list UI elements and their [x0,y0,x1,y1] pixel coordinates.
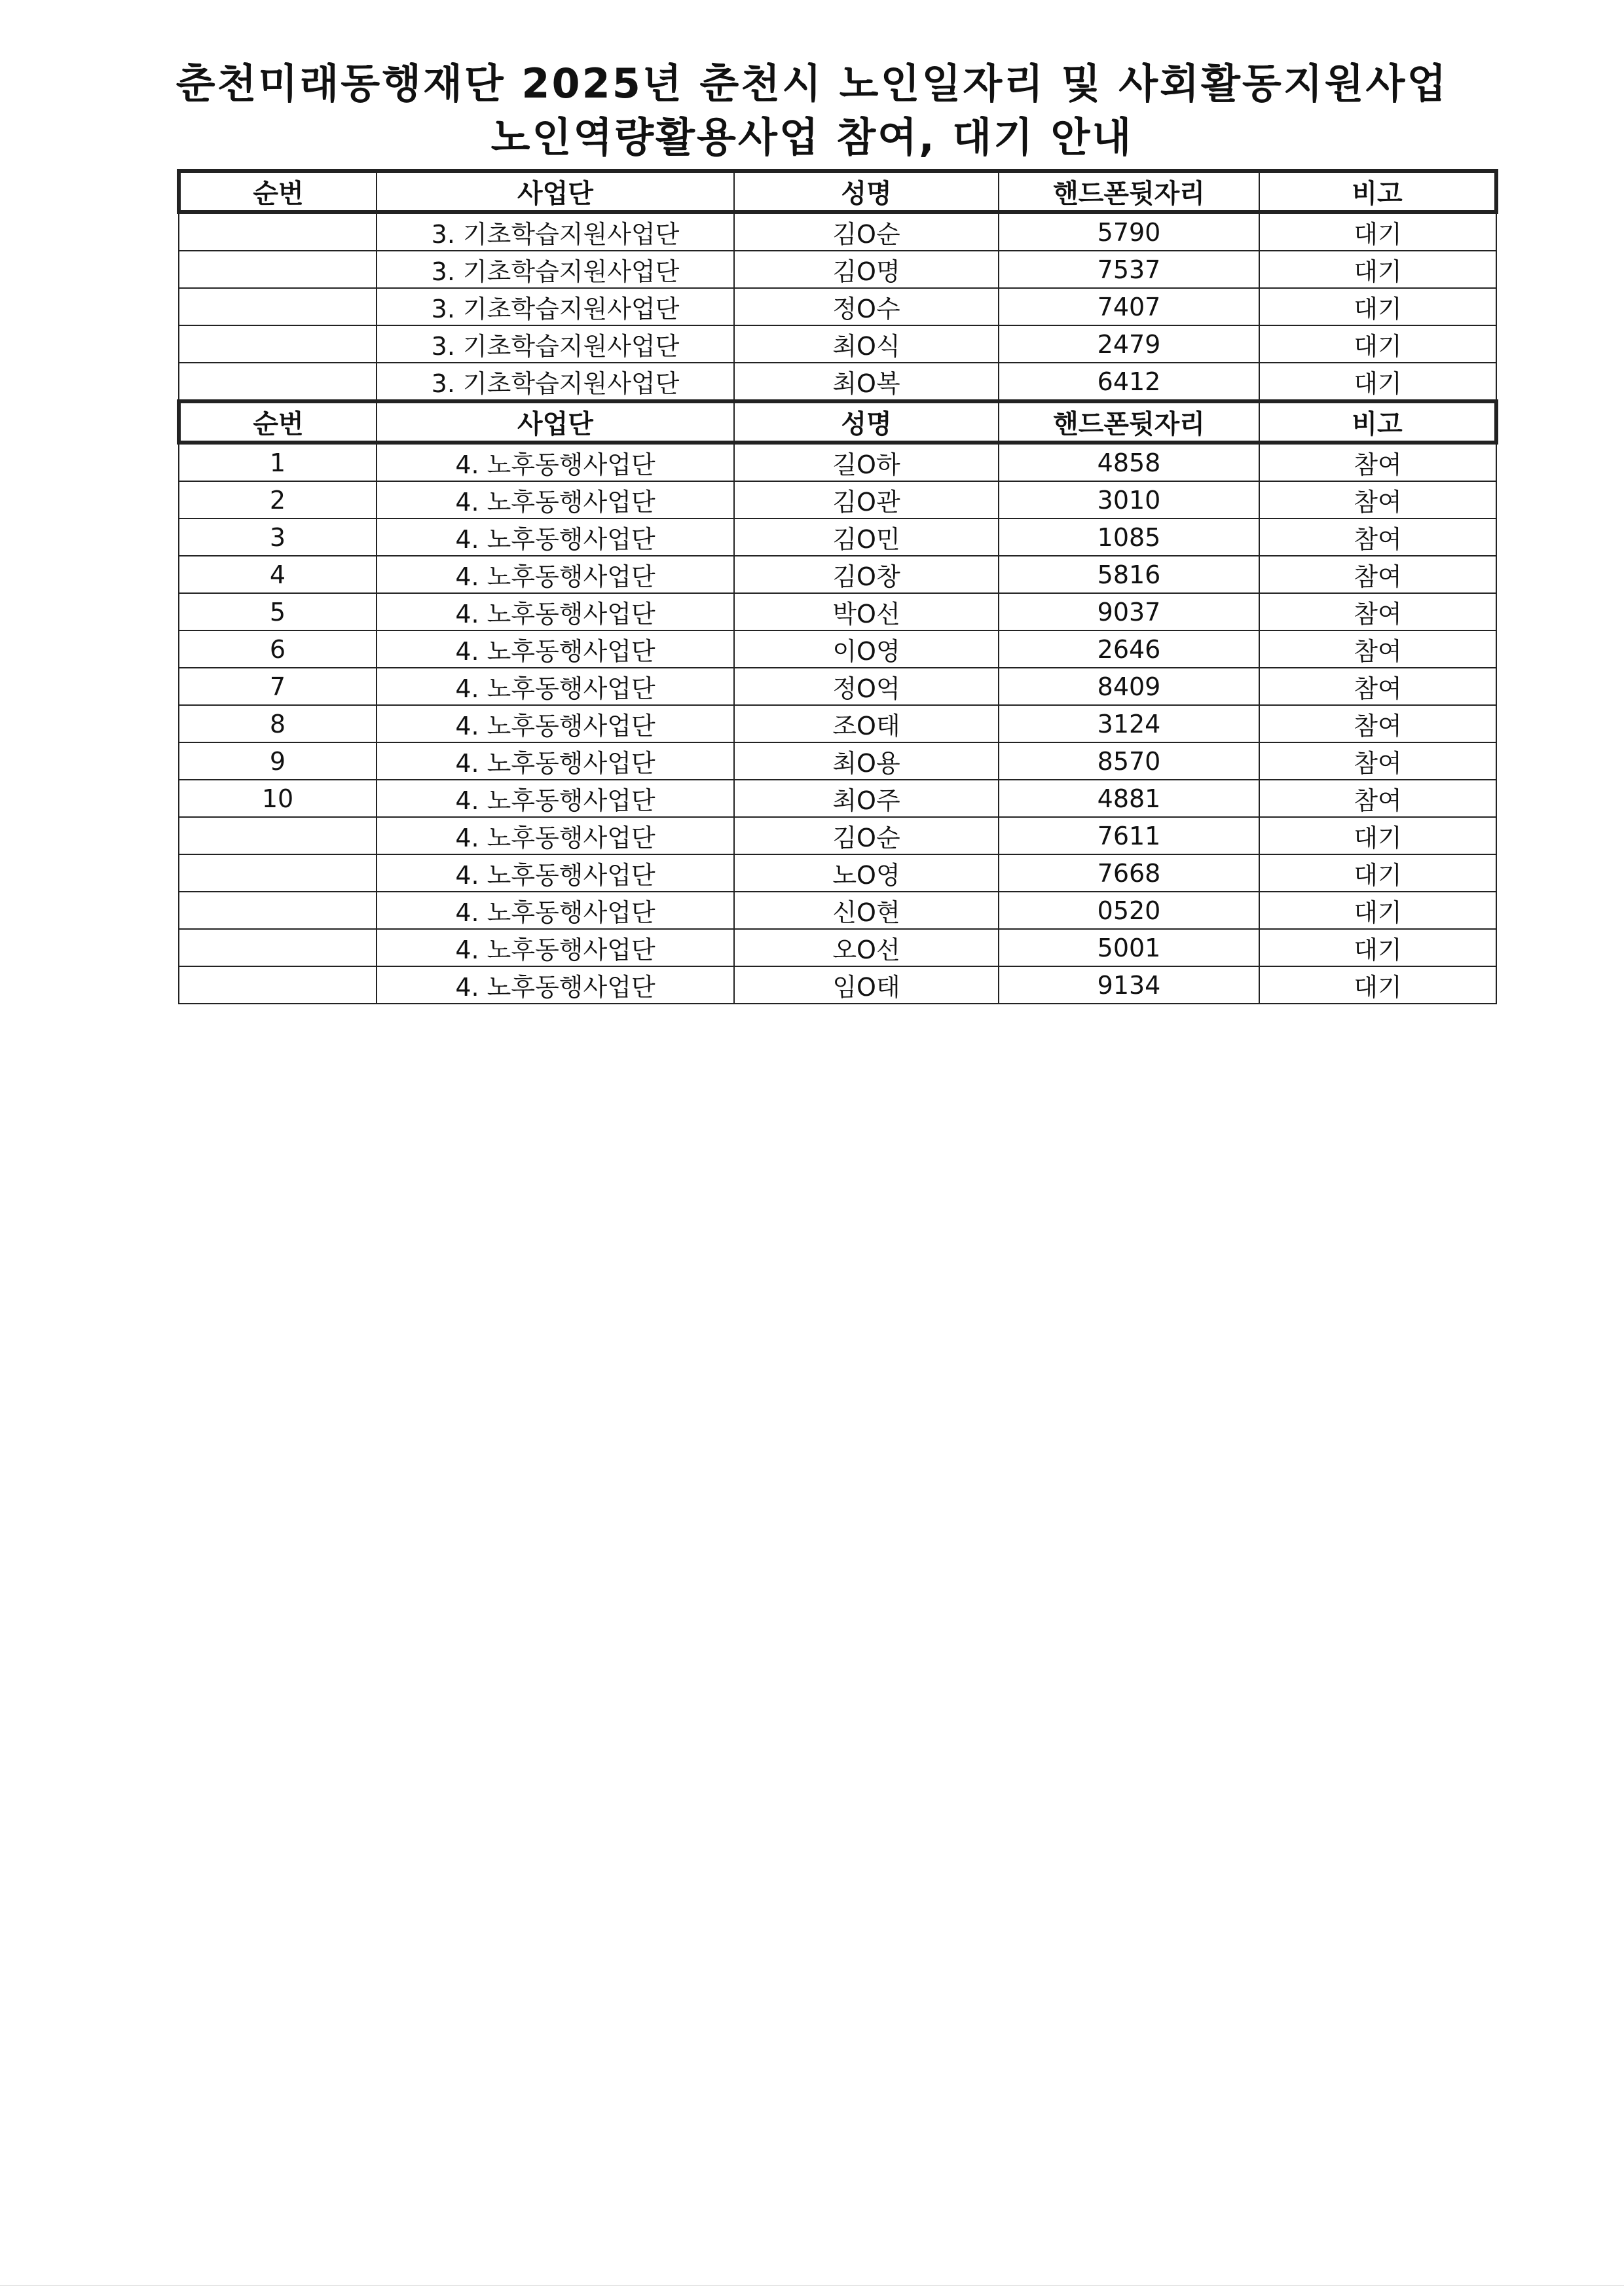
header-phone: 핸드폰뒷자리 [999,171,1259,212]
cell-phone: 4858 [999,443,1259,481]
cell-note: 대기 [1259,817,1496,854]
cell-phone: 5001 [999,929,1259,966]
header-name: 성명 [734,401,999,443]
cell-number [179,325,377,363]
cell-name: 최O식 [734,325,999,363]
cell-name: 정O억 [734,668,999,705]
cell-team: 4. 노후동행사업단 [377,742,734,780]
cell-name: 길O하 [734,443,999,481]
cell-phone: 3010 [999,481,1259,519]
cell-team: 4. 노후동행사업단 [377,556,734,593]
cell-note: 참여 [1259,593,1496,630]
cell-team: 4. 노후동행사업단 [377,929,734,966]
cell-phone: 9134 [999,966,1259,1004]
cell-team: 3. 기초학습지원사업단 [377,363,734,400]
table-row [179,556,1496,593]
cell-note: 대기 [1259,929,1496,966]
cell-team: 4. 노후동행사업단 [377,481,734,519]
cell-number: 8 [179,705,377,742]
table-row [179,742,1496,780]
cell-name: 김O관 [734,481,999,519]
cell-number: 1 [179,443,377,481]
table-row [179,363,1496,400]
cell-name: 신O현 [734,892,999,929]
table-row [179,251,1496,288]
document-subtitle: 노인역량활용사업 참여, 대기 안내 [490,113,1134,161]
table-row [179,668,1496,705]
cell-number: 3 [179,519,377,556]
header-note: 비고 [1259,171,1496,212]
cell-name: 정O수 [734,288,999,325]
cell-team: 3. 기초학습지원사업단 [377,251,734,288]
table-row [179,929,1496,966]
table-row [179,519,1496,556]
cell-note: 참여 [1259,780,1496,817]
cell-team: 4. 노후동행사업단 [377,668,734,705]
cell-number [179,363,377,400]
cell-team: 4. 노후동행사업단 [377,892,734,929]
cell-team: 4. 노후동행사업단 [377,519,734,556]
cell-phone: 8409 [999,668,1259,705]
cell-note: 대기 [1259,854,1496,892]
cell-phone: 7537 [999,251,1259,288]
table-row [179,780,1496,817]
table-row [179,854,1496,892]
table-row [179,630,1496,668]
cell-team: 4. 노후동행사업단 [377,854,734,892]
table-row [179,212,1496,251]
cell-name: 노O영 [734,854,999,892]
cell-note: 참여 [1259,481,1496,519]
cell-phone: 2646 [999,630,1259,668]
cell-number: 4 [179,556,377,593]
header-note: 비고 [1259,401,1496,443]
roster-table-learning-support [177,169,1498,401]
cell-team: 4. 노후동행사업단 [377,966,734,1004]
cell-name: 김O명 [734,251,999,288]
cell-number: 9 [179,742,377,780]
cell-number: 7 [179,668,377,705]
cell-note: 참여 [1259,668,1496,705]
table-row [179,705,1496,742]
cell-note: 참여 [1259,742,1496,780]
table-row [179,966,1496,1004]
cell-team: 3. 기초학습지원사업단 [377,212,734,251]
cell-phone: 3124 [999,705,1259,742]
header-team: 사업단 [377,171,734,212]
cell-name: 최O용 [734,742,999,780]
cell-number: 6 [179,630,377,668]
cell-note: 대기 [1259,288,1496,325]
cell-name: 김O순 [734,817,999,854]
cell-team: 4. 노후동행사업단 [377,705,734,742]
table-row [179,892,1496,929]
header-number: 순번 [179,171,377,212]
table-row [179,288,1496,325]
header-number: 순번 [179,401,377,443]
cell-phone: 1085 [999,519,1259,556]
cell-name: 김O순 [734,212,999,251]
document-title: 춘천미래동행재단 2025년 춘천시 노인일자리 및 사회활동지원사업 [175,60,1449,107]
cell-team: 4. 노후동행사업단 [377,630,734,668]
cell-number [179,288,377,325]
cell-note: 대기 [1259,966,1496,1004]
table-row [179,325,1496,363]
cell-phone: 7611 [999,817,1259,854]
cell-number: 2 [179,481,377,519]
cell-note: 참여 [1259,630,1496,668]
roster-table-aging-companion [177,399,1498,1004]
cell-name: 최O주 [734,780,999,817]
cell-note: 대기 [1259,363,1496,400]
cell-number: 10 [179,780,377,817]
cell-number [179,892,377,929]
cell-phone: 5816 [999,556,1259,593]
cell-phone: 6412 [999,363,1259,400]
cell-team: 3. 기초학습지원사업단 [377,288,734,325]
table-row [179,443,1496,481]
cell-number [179,251,377,288]
header-team: 사업단 [377,401,734,443]
cell-note: 대기 [1259,325,1496,363]
cell-team: 4. 노후동행사업단 [377,780,734,817]
cell-name: 조O태 [734,705,999,742]
cell-note: 참여 [1259,443,1496,481]
cell-number [179,966,377,1004]
cell-name: 김O민 [734,519,999,556]
cell-note: 대기 [1259,892,1496,929]
table-header-row [179,401,1496,443]
cell-note: 대기 [1259,251,1496,288]
cell-number: 5 [179,593,377,630]
cell-team: 4. 노후동행사업단 [377,817,734,854]
cell-phone: 0520 [999,892,1259,929]
cell-name: 박O선 [734,593,999,630]
table-row [179,817,1496,854]
cell-name: 이O영 [734,630,999,668]
cell-number [179,212,377,251]
cell-team: 3. 기초학습지원사업단 [377,325,734,363]
cell-name: 임O태 [734,966,999,1004]
cell-team: 4. 노후동행사업단 [377,443,734,481]
cell-name: 최O복 [734,363,999,400]
cell-number [179,929,377,966]
cell-name: 김O창 [734,556,999,593]
table-row [179,593,1496,630]
cell-phone: 7668 [999,854,1259,892]
cell-name: 오O선 [734,929,999,966]
cell-number [179,817,377,854]
cell-note: 참여 [1259,705,1496,742]
cell-team: 4. 노후동행사업단 [377,593,734,630]
cell-phone: 4881 [999,780,1259,817]
cell-note: 참여 [1259,519,1496,556]
scan-edge-line [0,2285,1624,2286]
cell-phone: 5790 [999,212,1259,251]
cell-phone: 2479 [999,325,1259,363]
table-row [179,481,1496,519]
header-name: 성명 [734,171,999,212]
cell-note: 참여 [1259,556,1496,593]
cell-number [179,854,377,892]
header-phone: 핸드폰뒷자리 [999,401,1259,443]
cell-phone: 7407 [999,288,1259,325]
table-header-row [179,171,1496,212]
cell-note: 대기 [1259,212,1496,251]
cell-phone: 9037 [999,593,1259,630]
cell-phone: 8570 [999,742,1259,780]
